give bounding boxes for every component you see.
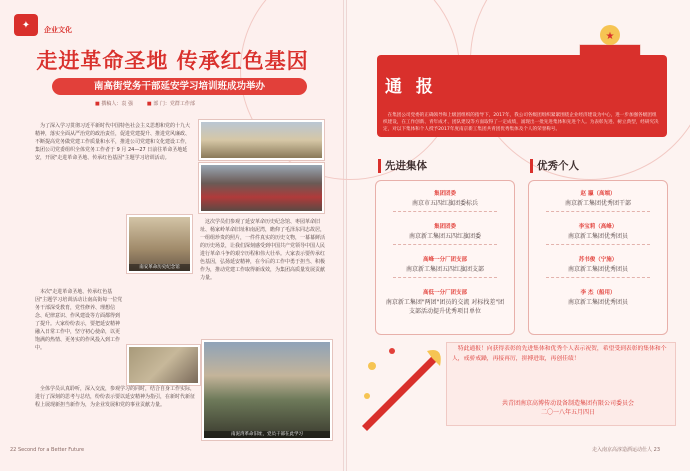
- closing-text: 特此通报！向获得表彰的先进集体和优秀个人表示祝贺，希望受到表彰的集体和个人，戒骄戒躁，再接再厉，拼搏进取，再创佳绩！: [452, 346, 667, 362]
- byline: [95, 100, 195, 107]
- person-award: 南京新工集团优秀团员: [567, 233, 628, 240]
- person-award: 南京新工集团优秀团干部: [564, 200, 631, 207]
- paragraph-left: 本次"走进革命圣地、传承红色基因"主题学习培训活动让南高街每一位党务干部深受教育，党性修养、理想信念、纪律意识、作风建设等方面都得到了提升。大家纷纷表示，要把延安精神融入日常工作中，坚守初心使命，以更饱满的热情、更务实的作风投入到工作中。: [35, 289, 123, 351]
- person-name: 赵 瀛（高端）: [580, 191, 616, 197]
- photo-cave: [127, 345, 200, 385]
- person-award: 南京新工集团优秀团员: [567, 299, 628, 306]
- section-label: 企业文化: [44, 26, 72, 34]
- paragraph-right: 这次学员们参观了延安革命历史纪念馆、枣园革命旧址、杨家岭革命旧址和南泥湾，瞻仰了毛泽东同志故居，一组组珍贵的照片，一件件真实的历史文物，一幕幕鲜活的历史场景，让我们深刻感受到中国共产党领导中国人民进行革命斗争的艰辛历程和伟大壮举。大家表示要传承红色基因，弘扬延安精神，在今后的工作中勇于担当、积极作为，推动党建工作取得新成效，为集团高质量发展贡献力量。: [200, 219, 326, 281]
- notice-title: 通 报: [385, 77, 437, 97]
- person-name: 李宝莉（高峰）: [578, 224, 618, 230]
- page-footer-right: 走入南京高淳造酒运动仕人 23: [592, 447, 660, 453]
- author: ■ 撰稿人：袁 强: [95, 100, 133, 107]
- collective-name: 集团团委: [433, 191, 456, 197]
- intro-paragraph: 为了深入学习贯彻习近平新时代中国特色社会主义思想和党的十九大精神，落实全面从严治党的政治责任，促进党建提升、推进党风廉政、不断提高党务做党建工作质量和水平，推进公司党建和文化建设工作，集团公司党委组织全体党务工作者于 9 月 24—27 日前往革命圣地延安，开展"走进革命圣地、传承红色基因"主题学习培训活动。: [35, 123, 191, 161]
- notice-text: 在集团公司党委的正确领导和上级团组织的指导下，2017年，我公司各级团组织紧紧围绕企业经济建设为中心，进一步加强各级团组织建设，在工作创新、青年成才、团队建设等方面取得了一定成绩，涌现出一批先进集体和先进个人。为表彰先进、树立典型，经研究决定，对以下集体和个人授予2017年度南京新工集团共青团优秀集体及个人的荣誉称号。: [383, 113, 659, 132]
- company-logo-icon: ✦: [14, 14, 38, 36]
- section-tag: [14, 14, 72, 36]
- svg-text:★: ★: [605, 31, 615, 42]
- photo-statue: [127, 215, 192, 273]
- signer: 共青团南京高博传动设备制造集团有限公司委员会: [501, 400, 634, 407]
- collective-award: 南京新工集团五四红旗团支部: [405, 266, 484, 273]
- person-item: [538, 256, 658, 281]
- trumpet-icon: [352, 336, 444, 438]
- person-name: 李 杰（船用）: [580, 290, 616, 296]
- person-award: 南京新工集团优秀团员: [567, 266, 628, 273]
- photo-site: [202, 340, 332, 440]
- collective-name: 高低一分厂团支部: [422, 290, 467, 296]
- heading-bar: [530, 159, 533, 173]
- collective-heading: [378, 158, 427, 173]
- collective-heading-text: 先进集体: [385, 160, 427, 172]
- person-item: [538, 190, 658, 215]
- article-title: 走进革命圣地 传承红色基因: [36, 48, 309, 73]
- collective-award: 南京市五四红旗团委标兵: [411, 200, 478, 207]
- collective-name: 集团团委: [433, 224, 456, 230]
- article-subtitle: 南高街党务干部延安学习培训班成功举办: [52, 78, 307, 95]
- person-item: [538, 289, 658, 307]
- collective-item: [385, 223, 505, 248]
- individuals-heading-text: 优秀个人: [537, 160, 579, 172]
- paragraph-bottom: 全体学员认真聆听，深入交流，参观学习的同时，结合自身工作实际，进行了深刻的思考与总结，纷纷表示要以延安精神为指引，在新时代新征程上展现新担当新作为，为企业发展和党的事业贡献力量。: [35, 386, 196, 408]
- individuals-heading: [530, 158, 579, 173]
- collective-name: 高峰一分厂团支部: [422, 257, 467, 263]
- photo-caption: 南安革命历史纪念馆: [129, 264, 190, 271]
- signature: [468, 399, 668, 417]
- person-item: [538, 223, 658, 248]
- collective-award: 南京新工集团"两团"团员的交流 对标找差"团支部活动提升优秀项目单位: [385, 299, 505, 315]
- heading-bar: [378, 159, 381, 173]
- collective-item: [385, 289, 505, 316]
- photo-memorial-building: [199, 120, 324, 160]
- collective-award: 南京新工集团五四红旗团委: [408, 233, 481, 240]
- department: ■ 部 门：党群工作部: [147, 100, 195, 107]
- collective-item: [385, 190, 505, 215]
- sign-date: 二〇一八年五月四日: [540, 409, 595, 416]
- page-footer-left: 22 Second for a Better Future: [10, 447, 85, 453]
- photo-caption: 南泥湾革命旧址，党员干部在此学习: [204, 431, 330, 438]
- person-name: 苏书俊（宁施）: [578, 257, 618, 263]
- collective-item: [385, 256, 505, 281]
- photo-group: [199, 163, 324, 213]
